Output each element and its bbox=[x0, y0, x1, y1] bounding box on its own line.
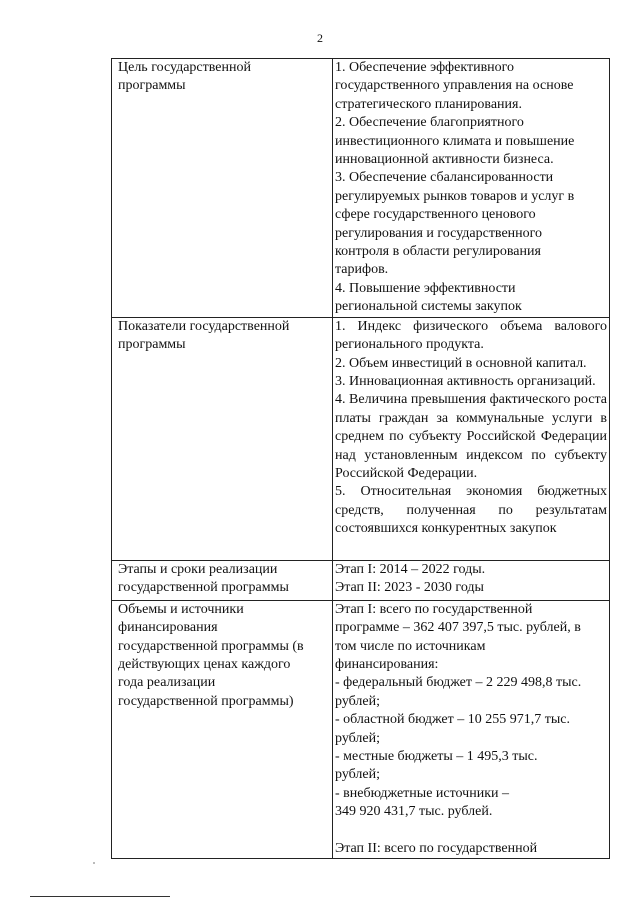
label-line: Показатели государственной bbox=[118, 318, 290, 334]
row-label bbox=[112, 317, 333, 560]
label-line: программы bbox=[118, 337, 186, 353]
value-line: 4. Величина превышения фактического роста платы граждан за коммунальные услуги в среднем по субъекту Российской Федерации над установленным индексом по субъекту Российской Федерации. bbox=[335, 392, 607, 481]
value-line: 1. Индекс физического объема валового регионального продукта. bbox=[335, 318, 607, 353]
value-line: контроля в области регулирования bbox=[335, 244, 541, 260]
value-line: 1. Обеспечение эффективного bbox=[335, 60, 515, 75]
value-line: государственного управления на основе bbox=[335, 78, 574, 94]
label-line: финансирования bbox=[118, 620, 218, 636]
value-line: рублей; bbox=[335, 730, 380, 746]
value-line: - местные бюджеты – 1 495,3 тыс. bbox=[335, 748, 538, 764]
row-value bbox=[333, 317, 610, 560]
value-line: регулирования и государственного bbox=[335, 225, 543, 241]
value-line: финансирования: bbox=[335, 656, 439, 672]
row-label bbox=[112, 560, 333, 600]
label-line: Цель государственной bbox=[118, 60, 251, 75]
table-row bbox=[112, 59, 610, 318]
value-line: стратегического планирования. bbox=[335, 96, 522, 112]
row-value bbox=[333, 600, 610, 858]
value-line: - областной бюджет – 10 255 971,7 тыс. bbox=[335, 712, 571, 728]
value-line: Этап II: 2023 - 2030 годы bbox=[335, 580, 484, 596]
blank-line bbox=[335, 822, 607, 840]
value-line: Этап I: 2014 – 2022 годы. bbox=[335, 561, 486, 577]
value-line: 2. Обеспечение благоприятного bbox=[335, 115, 524, 131]
table-row bbox=[112, 600, 610, 858]
value-line: - федеральный бюджет – 2 229 498,8 тыс. bbox=[335, 675, 582, 691]
label-line: государственной программы) bbox=[118, 693, 294, 709]
table-row bbox=[112, 317, 610, 560]
page-number: 2 bbox=[317, 31, 323, 45]
value-line: Этап I: всего по государственной bbox=[335, 601, 533, 617]
value-line: инновационной активности бизнеса. bbox=[335, 152, 554, 168]
value-line: 5. Относительная экономия бюджетных средств, полученная по результатам состоявшихся конкурентных закупок bbox=[335, 484, 607, 537]
value-line: 3. Инновационная активность организаций. bbox=[335, 373, 596, 389]
label-line: программы bbox=[118, 78, 186, 94]
row-value bbox=[333, 560, 610, 600]
value-line: рублей; bbox=[335, 693, 380, 709]
value-line: региональной системы закупок bbox=[335, 299, 522, 315]
label-line: Объемы и источники bbox=[118, 601, 244, 617]
label-line: года реализации bbox=[118, 675, 216, 691]
value-line: сфере государственного ценового bbox=[335, 207, 536, 223]
value-line: инвестиционного климата и повышение bbox=[335, 133, 575, 149]
value-line: рублей; bbox=[335, 767, 380, 783]
value-line: программе – 362 407 397,5 тыс. рублей, в bbox=[335, 620, 581, 636]
scan-speck bbox=[93, 862, 95, 864]
value-line: 4. Повышение эффективности bbox=[335, 280, 516, 296]
label-line: Этапы и сроки реализации bbox=[118, 561, 278, 577]
value-line: том числе по источникам bbox=[335, 638, 486, 654]
value-line: тарифов. bbox=[335, 262, 389, 278]
footer-rule bbox=[30, 896, 170, 897]
value-line: регулируемых рынков товаров и услуг в bbox=[335, 188, 575, 204]
value-line: 349 920 431,7 тыс. рублей. bbox=[335, 804, 493, 820]
label-line: действующих ценах каждого bbox=[118, 656, 291, 672]
table-row bbox=[112, 560, 610, 600]
row-label bbox=[112, 600, 333, 858]
value-line: 3. Обеспечение сбалансированности bbox=[335, 170, 554, 186]
row-value bbox=[333, 59, 610, 318]
value-line: Этап II: всего по государственной bbox=[335, 840, 538, 856]
value-line: 2. Объем инвестиций в основной капитал. bbox=[335, 355, 587, 371]
label-line: государственной программы (в bbox=[118, 638, 304, 654]
program-passport-table bbox=[111, 58, 610, 859]
value-line: - внебюджетные источники – bbox=[335, 785, 510, 801]
label-line: государственной программы bbox=[118, 580, 289, 596]
row-label bbox=[112, 59, 333, 318]
